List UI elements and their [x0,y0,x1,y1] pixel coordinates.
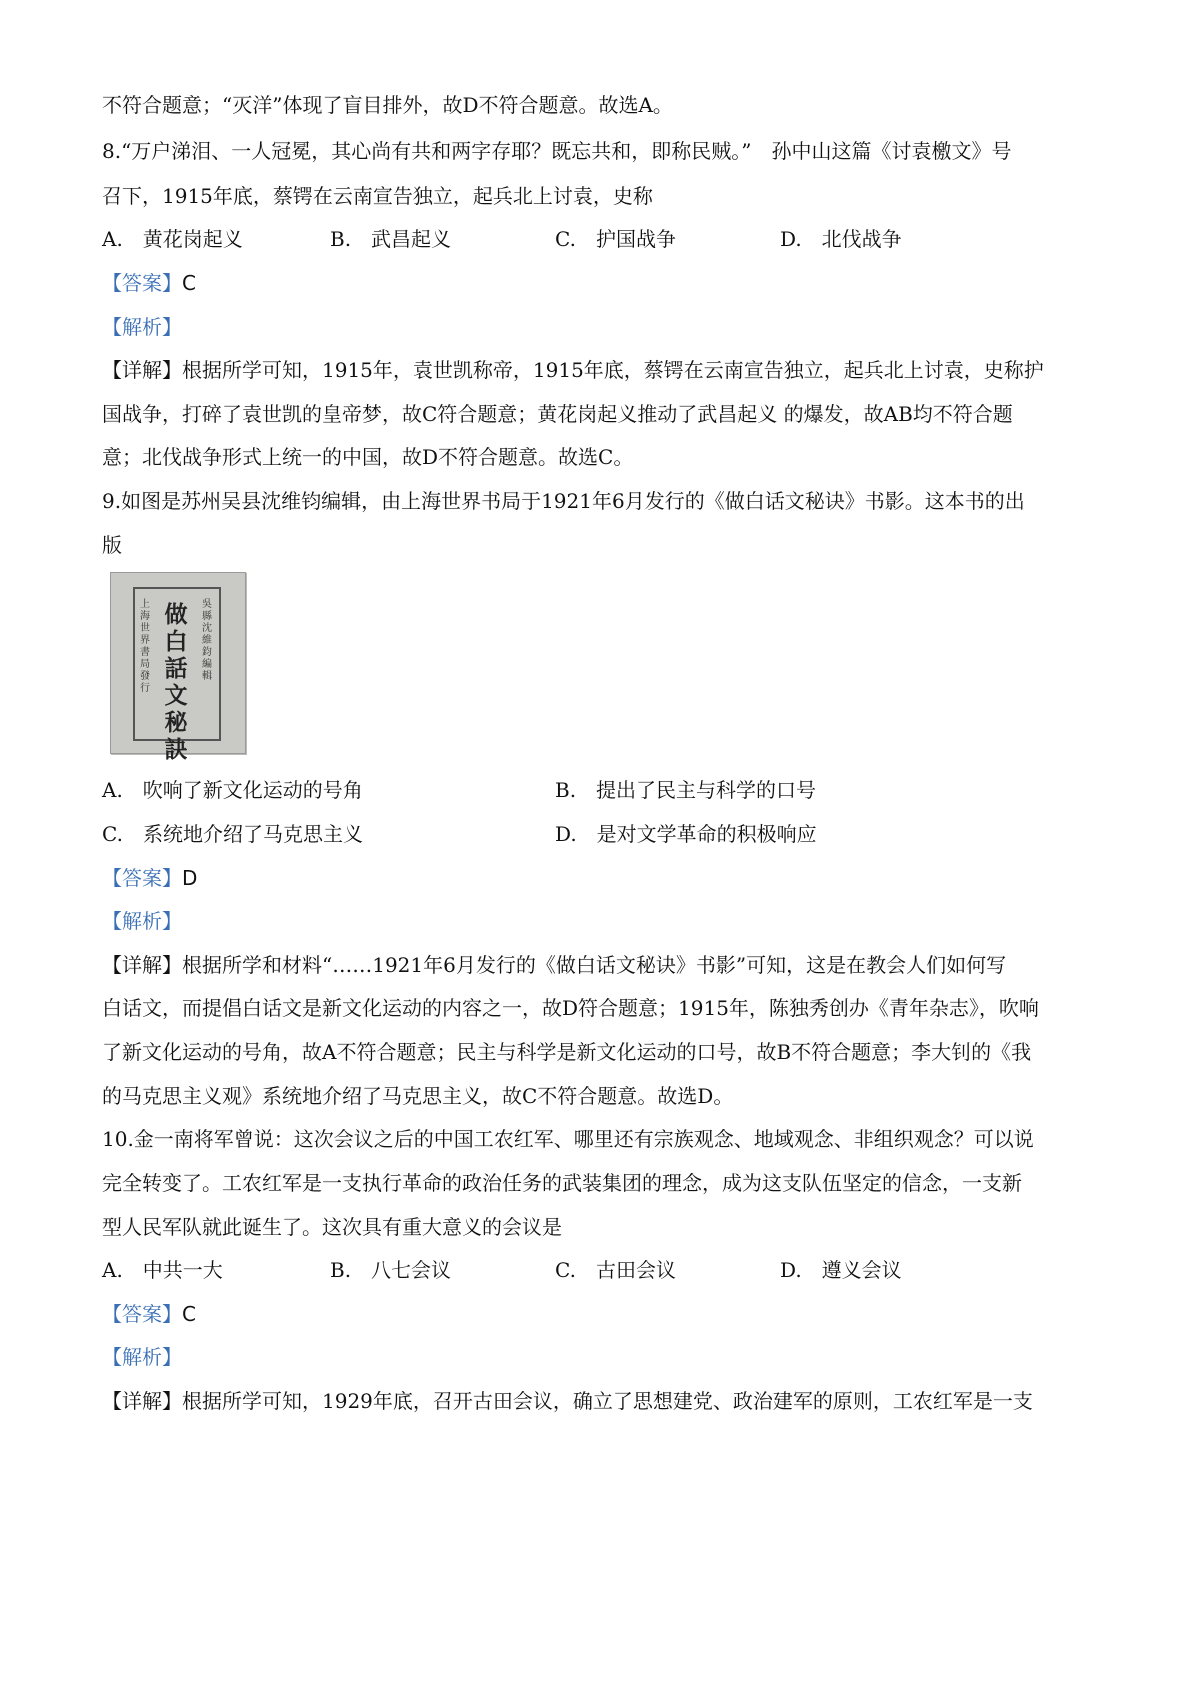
detail-tag: 【详解】 [102,953,182,977]
q8-stem-line1: 8.“万户涕泪、一人冠冕，其心尚有共和两字存耶？既忘共和，即称民贼。” 孙中山这篇《讨袁檄文》号 [102,139,1012,163]
q10-option-d: D. 遵义会议 [780,1258,902,1282]
q9-answer [102,865,197,891]
q10-stem-line2: 完全转变了。工农红军是一支执行革命的政治任务的武装集团的理念，成为这支队伍坚定的信念，一支新 [102,1171,1022,1195]
book-publisher-text: 上海世界書局發行 [140,599,150,694]
q8-detail-line3: 意；北伐战争形式上统一的中国，故D不符合题意。故选C。 [102,445,634,469]
continuation-text: 不符合题意；“灭洋”体现了盲目排外，故D不符合题意。故选A。 [102,93,673,117]
q10-answer [102,1301,196,1327]
q10-analysis [102,1344,182,1370]
q9-option-c: C. 系统地介绍了马克思主义 [102,822,363,846]
q8-answer [102,270,196,296]
q8-stem-line2: 召下，1915年底，蔡锷在云南宣告独立，起兵北上讨袁，史称 [102,184,653,208]
analysis-tag: 【解析】 [102,909,182,933]
book-cover-frame [133,587,221,763]
book-cover-image [110,572,246,763]
detail-text: 根据所学可知，1929年底，召开古田会议，确立了思想建党、政治建军的原则，工农红军是一支 [182,1389,1033,1413]
detail-text: 根据所学可知，1915年，袁世凯称帝，1915年底，蔡锷在云南宣告独立，起兵北上讨袁，史称护 [182,358,1044,382]
q8-option-b: B. 武昌起义 [330,227,452,251]
q10-option-b: B. 八七会议 [330,1258,452,1282]
q8-option-a: A. 黄花岗起义 [102,227,243,251]
q10-option-c: C. 古田会议 [555,1258,676,1282]
q9-detail-line3: 了新文化运动的号角，故A不符合题意；民主与科学是新文化运动的口号，故B不符合题意；李大钊的《我 [102,1040,1032,1064]
book-editor-text: 吳縣沈維鈞編輯 [202,599,212,682]
q8-detail-line1 [102,357,1044,383]
q9-detail-line1 [102,952,1006,978]
answer-value: C [182,271,196,295]
q9-option-b: B. 提出了民主与科学的口号 [555,778,817,802]
answer-value: C [182,1302,196,1326]
q9-detail-line2: 白话文，而提倡白话文是新文化运动的内容之一，故D符合题意；1915年，陈独秀创办《青年杂志》，吹响 [102,996,1039,1020]
q8-option-d: D. 北伐战争 [780,227,902,251]
q8-detail-line2: 国战争，打碎了袁世凯的皇帝梦，故C符合题意；黄花岗起义推动了武昌起义 的爆发，故AB均不符合题 [102,402,1013,426]
analysis-tag: 【解析】 [102,315,182,339]
detail-tag: 【详解】 [102,358,182,382]
q9-option-d: D. 是对文学革命的积极响应 [555,822,817,846]
q9-stem-line2: 版 [102,533,122,557]
answer-tag: 【答案】 [102,866,182,890]
q10-detail-line1 [102,1388,1033,1414]
answer-value: D [182,866,198,890]
q9-option-a: A. 吹响了新文化运动的号角 [102,778,363,802]
q10-stem-line3: 型人民军队就此诞生了。这次具有重大意义的会议是 [102,1215,562,1239]
q8-option-c: C. 护国战争 [555,227,676,251]
detail-tag: 【详解】 [102,1389,182,1413]
analysis-tag: 【解析】 [102,1345,182,1369]
book-title-text: 做白話文秘訣 [164,601,188,763]
q9-analysis [102,908,182,934]
q10-option-a: A. 中共一大 [102,1258,223,1282]
answer-tag: 【答案】 [102,271,182,295]
answer-tag: 【答案】 [102,1302,182,1326]
detail-text: 根据所学和材料“……1921年6月发行的《做白话文秘诀》书影”可知，这是在教会人们如何写 [182,953,1007,977]
q10-stem-line1: 10.金一南将军曾说：这次会议之后的中国工农红军、哪里还有宗族观念、地域观念、非组织观念？可以说 [102,1127,1034,1151]
q9-detail-line4: 的马克思主义观》系统地介绍了马克思主义，故C不符合题意。故选D。 [102,1084,734,1108]
q8-analysis [102,314,182,340]
q9-stem-line1: 9.如图是苏州吴县沈维钧编辑，由上海世界书局于1921年6月发行的《做白话文秘诀》书影。这本书的出 [102,489,1025,513]
